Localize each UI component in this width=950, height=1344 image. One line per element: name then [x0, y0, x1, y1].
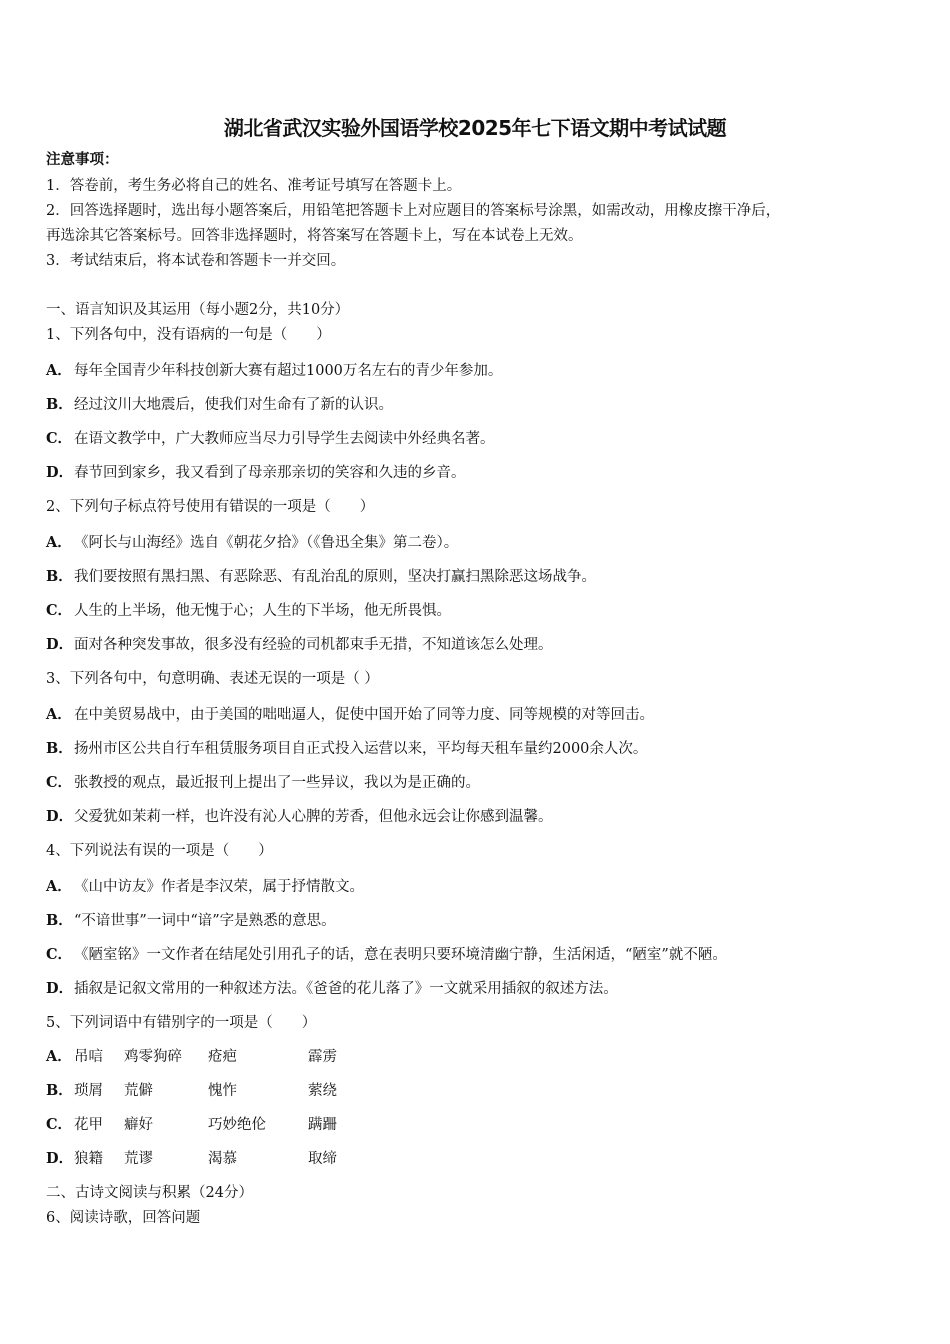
option-word: 霹雳 [308, 1049, 337, 1065]
question-stem: 6、阅读诗歌，回答问题 [46, 1210, 201, 1226]
option-word: 狼籍 [74, 1151, 103, 1167]
notice-item: 2．回答选择题时，选出每小题答案后，用铅笔把答题卡上对应题目的答案标号涂黑，如需改动，用橡皮擦干净后， [46, 203, 781, 219]
question-stem: 1、下列各句中，没有语病的一句是（ ） [46, 327, 331, 343]
option-text: 插叙是记叙文常用的一种叙述方法。《爸爸的花儿落了》一文就采用插叙的叙述方法。 [74, 981, 618, 997]
option-word: 吊唁 [74, 1049, 103, 1065]
option-letter: C． [46, 430, 73, 447]
notice-heading: 注意事项： [46, 151, 119, 168]
question-stem: 5、下列词语中有错别字的一项是（ ） [46, 1015, 317, 1031]
section-heading: 一、语言知识及其运用（每小题2分，共10分） [46, 302, 350, 318]
option-word: 渴慕 [208, 1151, 237, 1167]
option-letter: A． [46, 1048, 72, 1065]
option-text: 我们要按照有黑扫黑、有恶除恶、有乱治乱的原则，坚决打赢扫黑除恶这场战争。 [74, 569, 596, 585]
option-letter: C． [46, 774, 73, 791]
option-word: 巧妙绝伦 [208, 1117, 266, 1133]
word-option-row [46, 1081, 337, 1101]
option-letter: A． [46, 878, 72, 895]
option-text: 《阿长与山海经》选自《朝花夕拾》（《鲁迅全集》第二卷）。 [74, 535, 459, 551]
word-option-row [46, 1149, 337, 1169]
option-row [46, 635, 553, 655]
option-letter: A． [46, 706, 72, 723]
word-option-row [46, 1047, 337, 1067]
option-row [46, 945, 727, 965]
option-word: 愧怍 [208, 1083, 237, 1099]
notice-item: 再选涂其它答案标号。回答非选择题时，将答案写在答题卡上，写在本试卷上无效。 [46, 228, 583, 244]
option-text: 扬州市区公共自行车租赁服务项目自正式投入运营以来，平均每天租车量约2000余人次。 [74, 741, 648, 757]
option-letter: C． [46, 1116, 73, 1133]
option-row [46, 361, 502, 381]
page-title: 湖北省武汉实验外国语学校2025年七下语文期中考试试题 [223, 116, 727, 140]
option-row [46, 463, 466, 483]
notice-item: 1．答卷前，考生务必将自己的姓名、准考证号填写在答题卡上。 [46, 178, 462, 194]
option-letter: D． [46, 636, 74, 653]
option-word: 癖好 [124, 1117, 153, 1133]
option-letter: C． [46, 602, 73, 619]
question-stem: 4、下列说法有误的一项是（ ） [46, 843, 273, 859]
option-row [46, 533, 458, 553]
option-word: 疮疤 [208, 1049, 237, 1065]
option-word: 萦绕 [308, 1083, 337, 1099]
option-text: 春节回到家乡，我又看到了母亲那亲切的笑容和久违的乡音。 [74, 465, 466, 481]
option-word: 取缔 [308, 1151, 337, 1167]
option-word: 蹒跚 [308, 1117, 337, 1133]
option-text: 每年全国青少年科技创新大赛有超过1000万名左右的青少年参加。 [74, 363, 503, 379]
option-letter: A． [46, 534, 72, 551]
option-word: 鸡零狗碎 [124, 1049, 182, 1065]
option-letter: B． [46, 568, 73, 585]
option-row [46, 429, 495, 449]
option-row [46, 567, 596, 587]
option-text: 《陋室铭》一文作者在结尾处引用孔子的话，意在表明只要环境清幽宁静，生活闲适，“陋室”就不陋。 [74, 947, 727, 963]
option-word: 荒谬 [124, 1151, 153, 1167]
option-row [46, 979, 618, 999]
option-row [46, 877, 364, 897]
option-letter: D． [46, 464, 74, 481]
option-row [46, 807, 553, 827]
option-text: 在语文教学中，广大教师应当尽力引导学生去阅读中外经典名著。 [74, 431, 495, 447]
option-row [46, 739, 647, 759]
option-text: 在中美贸易战中，由于美国的咄咄逼人，促使中国开始了同等力度、同等规模的对等回击。 [74, 707, 654, 723]
option-text: 张教授的观点，最近报刊上提出了一些异议，我以为是正确的。 [74, 775, 480, 791]
option-letter: D． [46, 980, 74, 997]
option-text: 面对各种突发事故，很多没有经验的司机都束手无措，不知道该怎么处理。 [74, 637, 553, 653]
question-stem: 3、下列各句中，句意明确、表述无误的一项是（ ） [46, 671, 379, 687]
option-word: 琐屑 [74, 1083, 103, 1099]
option-row [46, 601, 451, 621]
question-stem: 2、下列句子标点符号使用有错误的一项是（ ） [46, 499, 375, 515]
word-option-row [46, 1115, 337, 1135]
option-text: 父爱犹如茉莉一样，也许没有沁人心脾的芳香，但他永远会让你感到温馨。 [74, 809, 553, 825]
option-letter: D． [46, 808, 74, 825]
option-row [46, 705, 654, 725]
option-letter: A． [46, 362, 72, 379]
option-word: 荒僻 [124, 1083, 153, 1099]
section-heading: 二、古诗文阅读与积累（24分） [46, 1185, 253, 1201]
option-text: “不谙世事”一词中“谙”字是熟悉的意思。 [74, 913, 336, 929]
option-text: 人生的上半场，他无愧于心；人生的下半场，他无所畏惧。 [74, 603, 451, 619]
option-letter: C． [46, 946, 73, 963]
option-row [46, 395, 393, 415]
option-text: 经过汶川大地震后，使我们对生命有了新的认识。 [74, 397, 393, 413]
option-letter: B． [46, 396, 73, 413]
option-letter: B． [46, 912, 73, 929]
option-letter: D． [46, 1150, 74, 1167]
option-row [46, 773, 480, 793]
option-text: 《山中访友》作者是李汉荣，属于抒情散文。 [74, 879, 364, 895]
notice-item: 3．考试结束后，将本试卷和答题卡一并交回。 [46, 253, 346, 269]
option-row [46, 911, 336, 931]
option-word: 花甲 [74, 1117, 103, 1133]
option-letter: B． [46, 1082, 73, 1099]
option-letter: B． [46, 740, 73, 757]
